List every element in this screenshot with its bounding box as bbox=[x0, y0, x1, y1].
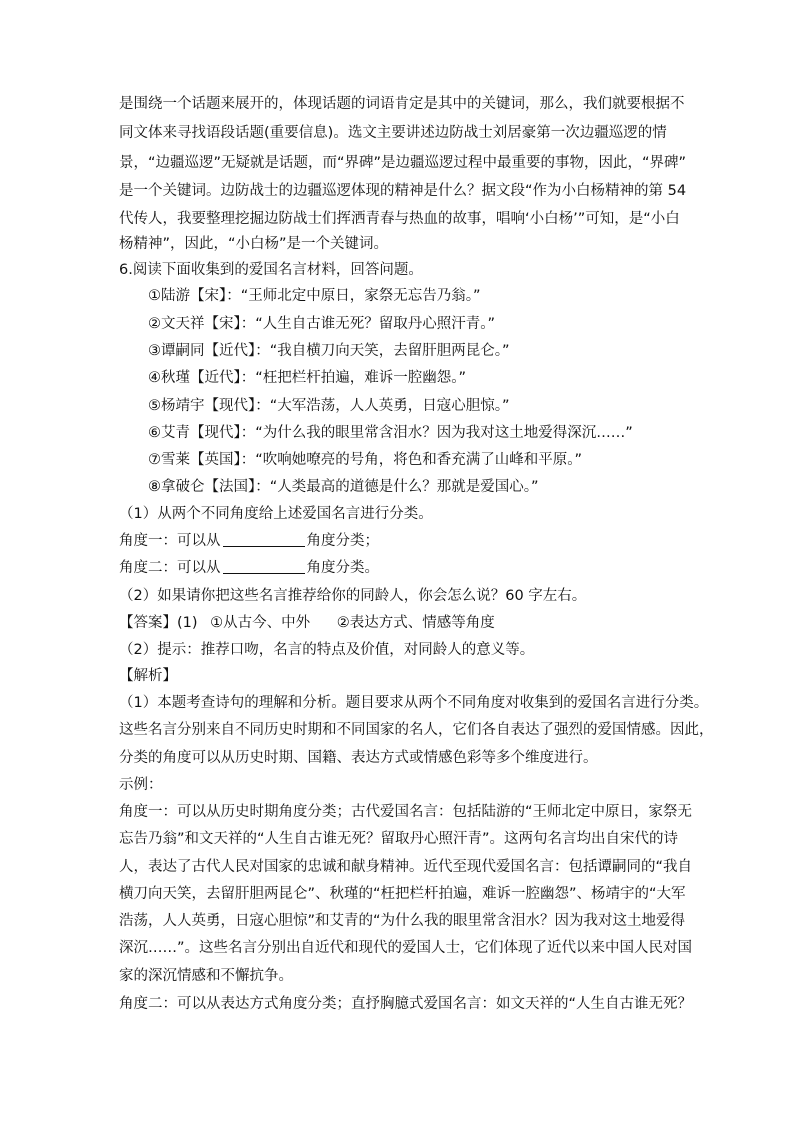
analysis-line: 家的深沉情感和不懈抗争。 bbox=[119, 968, 293, 984]
analysis-line: 角度一：可以从历史时期角度分类；古代爱国名言：包括陆游的“王师北定中原日，家祭无 bbox=[119, 804, 693, 820]
angle-two-blank[interactable] bbox=[223, 557, 305, 574]
angle-one-prefix: 角度一：可以从 bbox=[119, 533, 221, 549]
quote-item: ⑤杨靖宇【现代】：“大军浩荡，人人英勇，日寇心胆惊。” bbox=[148, 398, 510, 414]
intro-line: 同文体来寻找语段话题(重要信息)。选文主要讲述边防战士刘居豪第一次边疆巡逻的情 bbox=[119, 125, 667, 141]
analysis-line: 这些名言分别来自不同历史时期和不同国家的名人，它们各自表达了强烈的爱国情感。因此， bbox=[119, 722, 714, 738]
answer-part2: （2）提示：推荐口吻，名言的特点及价值，对同龄人的意义等。 bbox=[119, 642, 535, 658]
analysis-line: 浩荡，人人英勇，日寇心胆惊”和艾青的“为什么我的眼里常含泪水？因为我对这土地爱得 bbox=[119, 913, 686, 929]
analysis-line: 横刀向天笑，去留肝胆两昆仑”、秋瑾的“枉把栏杆拍遍，难诉一腔幽怨”、杨靖宇的“大军 bbox=[119, 886, 686, 902]
quote-item: ①陆游【宋】：“王师北定中原日，家祭无忘告乃翁。” bbox=[148, 288, 481, 304]
answer-part1-b: ②表达方式、情感等角度 bbox=[336, 615, 495, 631]
angle-one-suffix: 角度分类； bbox=[306, 533, 379, 549]
analysis-line: 人，表达了古代人民对国家的忠诚和献身精神。近代至现代爱国名言：包括谭嗣同的“我自 bbox=[119, 859, 693, 875]
analysis-label: 【解析】 bbox=[119, 668, 177, 684]
intro-line: 代传人，我要整理挖掘边防战士们挥洒青春与热血的故事，唱响‘小白杨’”可知，是“小白 bbox=[119, 211, 680, 227]
analysis-line: 忘告乃翁”和文天祥的“人生自古谁无死？留取丹心照汗青”。这两句名言均出自宋代的诗 bbox=[119, 831, 679, 847]
angle-two-prefix: 角度二：可以从 bbox=[119, 560, 221, 576]
intro-line: 景，“边疆巡逻”无疑就是话题，而“界碑”是边疆巡逻过程中最重要的事物，因此，“界碑” bbox=[119, 155, 687, 171]
angle-one-blank[interactable] bbox=[223, 530, 305, 547]
quote-item: ③谭嗣同【近代】：“我自横刀向天笑，去留肝胆两昆仑。” bbox=[148, 343, 510, 359]
intro-line: 杨精神”，因此，“小白杨”是一个关键词。 bbox=[119, 236, 389, 252]
analysis-line: 角度二：可以从表达方式角度分类；直抒胸臆式爱国名言：如文天祥的“人生自古谁无死？ bbox=[119, 996, 693, 1012]
analysis-line: 深沉……”。这些名言分别出自近代和现代的爱国人士，它们体现了近代以来中国人民对国 bbox=[119, 940, 693, 956]
quote-item: ⑦雪莱【英国】：“吹响她嘹亮的号角，将色和香充满了山峰和平原。” bbox=[148, 452, 583, 468]
intro-line: 是一个关键词。边防战士的边疆巡逻体现的精神是什么？据文段“作为小白杨精神的第 54 bbox=[119, 183, 687, 199]
intro-line: 是围绕一个话题来展开的，体现话题的词语肯定是其中的关键词，那么，我们就要根据不 bbox=[119, 96, 685, 112]
analysis-line: 分类的角度可以从历史时期、国籍、表达方式或情感色彩等多个维度进行。 bbox=[119, 750, 598, 766]
answer-part1-number: (1) bbox=[177, 615, 198, 631]
question-title: 6.阅读下面收集到的爱国名言材料，回答问题。 bbox=[119, 262, 423, 278]
answer-part1-a: ①从古今、中外 bbox=[210, 615, 311, 631]
answer-row bbox=[119, 612, 495, 634]
analysis-line: 示例： bbox=[119, 777, 163, 793]
quote-item: ⑥艾青【现代】：“为什么我的眼里常含泪水？因为我对这土地爱得深沉……” bbox=[148, 425, 633, 441]
quote-item: ④秋瑾【近代】：“枉把栏杆拍遍，难诉一腔幽怨。” bbox=[148, 370, 467, 386]
analysis-line: （1）本题考查诗句的理解和分析。题目要求从两个不同角度对收集到的爱国名言进行分类。 bbox=[119, 695, 709, 711]
sub-question-1: （1）从两个不同角度给上述爱国名言进行分类。 bbox=[119, 506, 433, 522]
quote-item: ⑧拿破仑【法国】：“人类最高的道德是什么？那就是爱国心。” bbox=[148, 479, 539, 495]
angle-two-suffix: 角度分类。 bbox=[306, 560, 379, 576]
quote-item: ②文天祥【宋】：“人生自古谁无死？留取丹心照汗青。” bbox=[148, 316, 496, 332]
answer-label: 【答案】 bbox=[119, 615, 177, 631]
angle-two-row bbox=[119, 557, 379, 579]
sub-question-2: （2）如果请你把这些名言推荐给你的同龄人，你会怎么说？60 字左右。 bbox=[119, 588, 587, 604]
angle-one-row bbox=[119, 530, 379, 552]
